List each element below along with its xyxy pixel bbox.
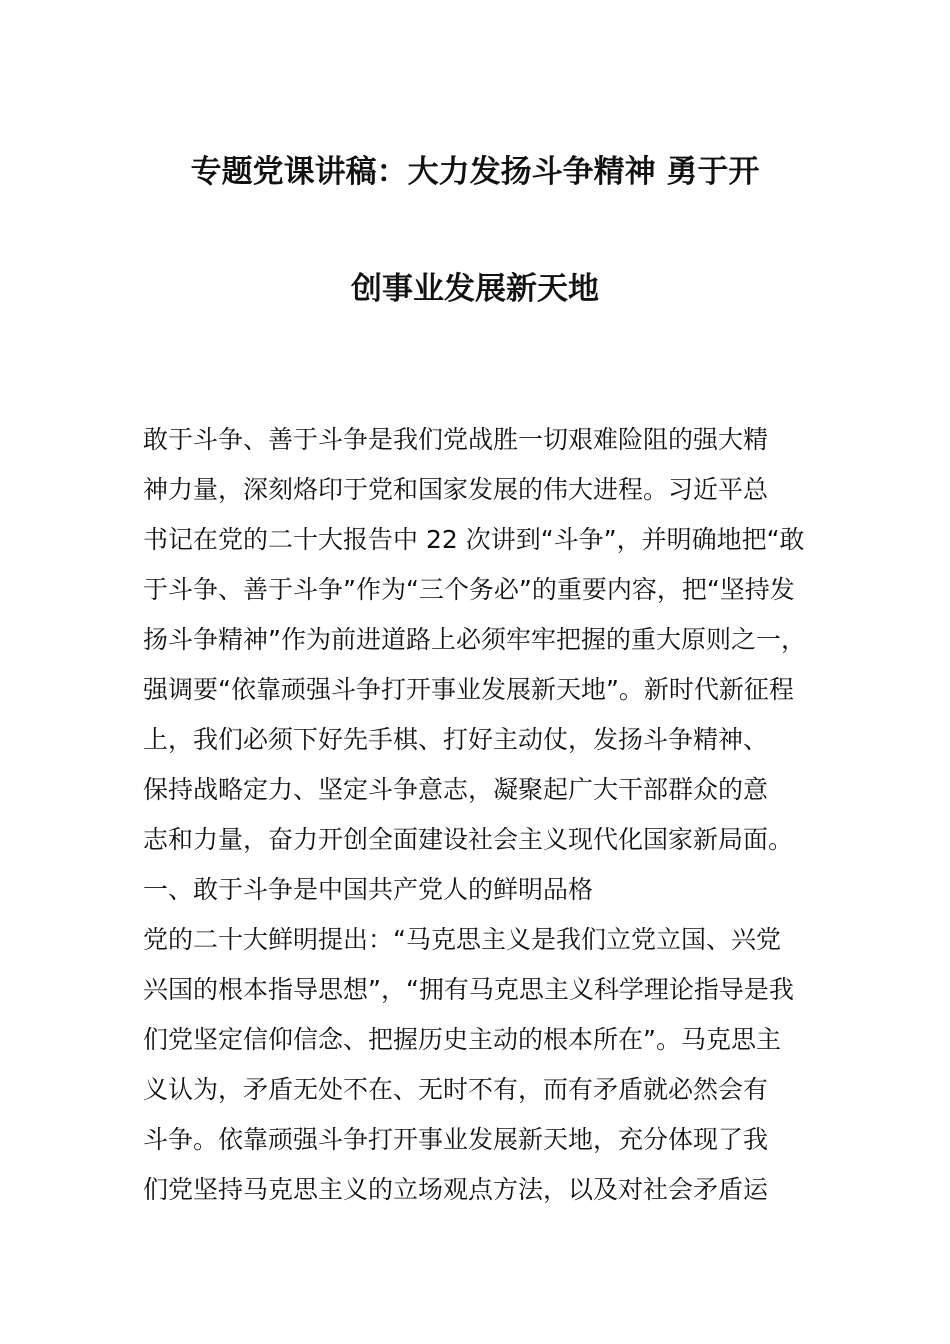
body-line: 党的二十大鲜明提出：“马克思主义是我们立党立国、兴党 xyxy=(143,925,781,954)
body-line: 兴国的根本指导思想”，“拥有马克思主义科学理论指导是我 xyxy=(143,975,794,1004)
body-line: 们党坚定信仰信念、把握历史主动的根本所在”。马克思主 xyxy=(143,1025,781,1054)
body-line: 神力量，深刻烙印于党和国家发展的伟大进程。习近平总 xyxy=(143,475,769,504)
body-line: 敢于斗争、善于斗争是我们党战胜一切艰难险阻的强大精 xyxy=(143,425,769,454)
document-title xyxy=(100,152,850,309)
body-line: 志和力量，奋力开创全面建设社会主义现代化国家新局面。 xyxy=(143,825,794,854)
section-heading: 一、敢于斗争是中国共产党人的鲜明品格 xyxy=(143,875,594,904)
document-body xyxy=(143,415,833,1215)
body-line: 们党坚持马克思主义的立场观点方法，以及对社会矛盾运 xyxy=(143,1175,769,1204)
body-line: 保持战略定力、坚定斗争意志，凝聚起广大干部群众的意 xyxy=(143,775,769,804)
body-line: 书记在党的二十大报告中 22 次讲到“斗争”，并明确地把“敢 xyxy=(143,525,805,554)
body-line: 于斗争、善于斗争”作为“三个务必”的重要内容，把“坚持发 xyxy=(143,575,795,604)
body-line: 扬斗争精神”作为前进道路上必须牢牢把握的重大原则之一， xyxy=(143,625,806,654)
body-line: 义认为，矛盾无处不在、无时不有，而有矛盾就必然会有 xyxy=(143,1075,769,1104)
body-line: 强调要“依靠顽强斗争打开事业发展新天地”。新时代新征程 xyxy=(143,675,794,704)
body-line: 斗争。依靠顽强斗争打开事业发展新天地，充分体现了我 xyxy=(143,1125,769,1154)
title-line-1: 专题党课讲稿：大力发扬斗争精神 勇于开 xyxy=(190,154,760,190)
body-line: 上，我们必须下好先手棋、打好主动仗，发扬斗争精神、 xyxy=(143,725,769,754)
title-line-2: 创事业发展新天地 xyxy=(351,271,599,307)
